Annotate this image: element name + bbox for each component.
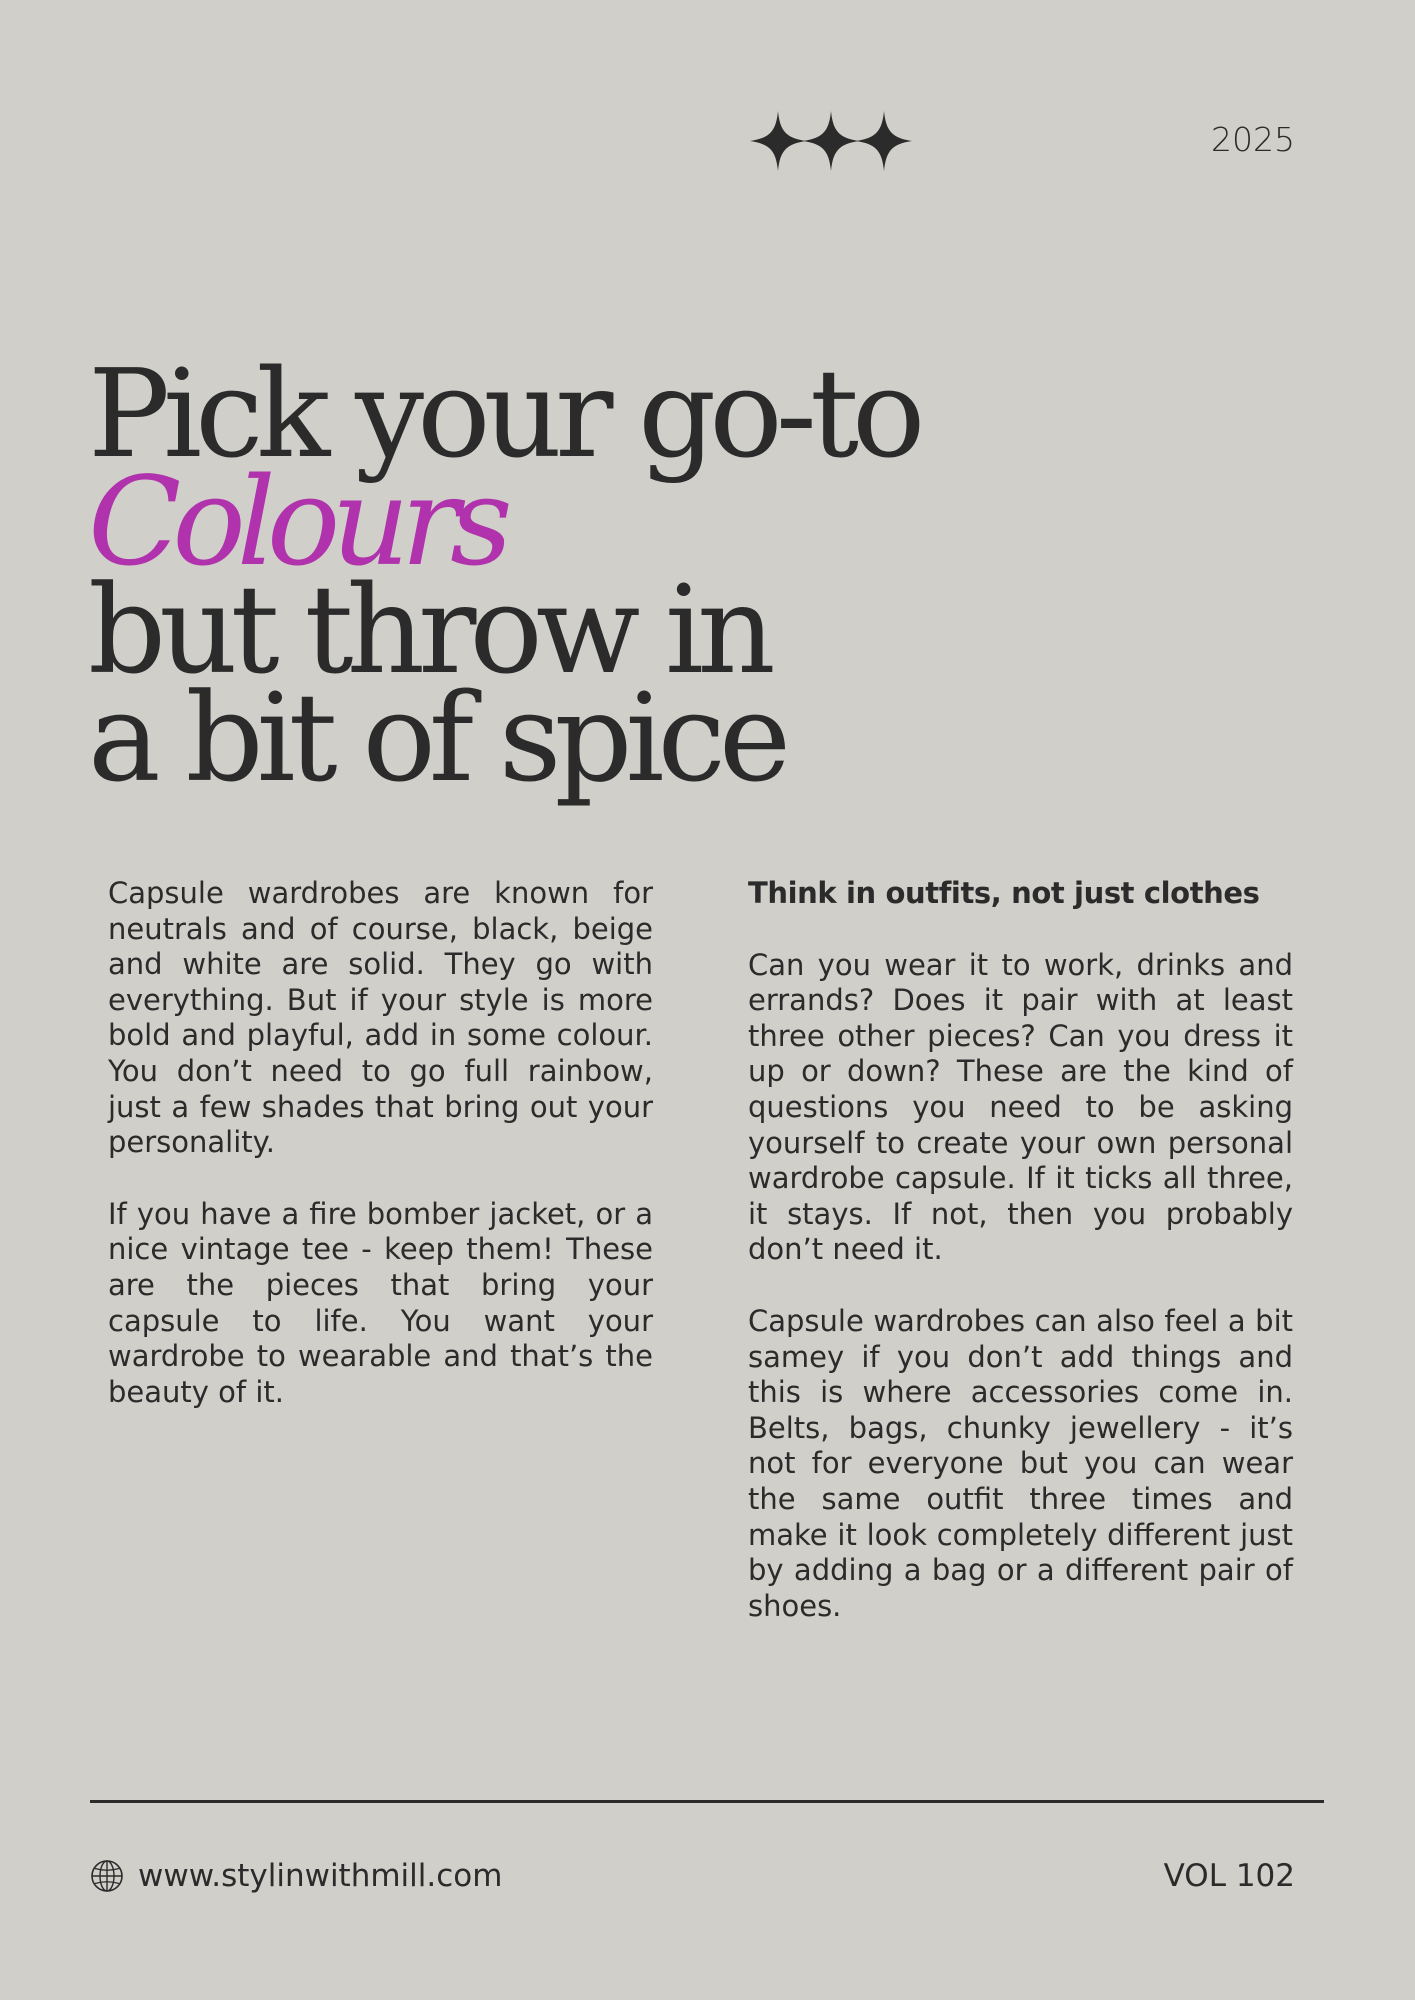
footer-divider (90, 1800, 1324, 1803)
right-paragraph-2: Capsule wardrobes can also feel a bit samey if you don’t add things and this is where accessories come in. Belts, bags, chunky jewellery - it’s not for everyone but you can wear the same outfit three times and make it look completely different just by adding a bag or a different pair of shoes. (748, 1303, 1293, 1623)
left-paragraph-1: Capsule wardrobes are known for neutrals and of course, black, beige and white are solid. They go with everything. But if your style is more bold and playful, add in some colour. You don’t need to go full rainbow, just a few shades that bring out your personality. (108, 876, 653, 1160)
headline-line-3: but throw in (88, 559, 769, 701)
footer-website[interactable] (90, 1858, 502, 1894)
headline-line-1: Pick your go-to (88, 343, 919, 485)
volume-label: VOL 102 (1163, 1858, 1295, 1894)
headline (88, 343, 919, 809)
website-link[interactable]: www.stylinwithmill.com (138, 1858, 503, 1894)
left-column (108, 876, 653, 1446)
headline-line-4: a bit of spice (88, 667, 785, 809)
three-sparkle-stars-icon (748, 106, 914, 176)
right-column (748, 876, 1293, 1660)
left-paragraph-2: If you have a fire bomber jacket, or a nice vintage tee - keep them! These are the pieces that bring your capsule to life. You want your wardrobe to wearable and that’s the beauty of it. (108, 1196, 653, 1409)
right-paragraph-1: Can you wear it to work, drinks and errands? Does it pair with at least three other pieces? Can you dress it up or down? These are the kind of questions you need to be asking yourself to create your own personal wardrobe capsule. If it ticks all three, it stays. If not, then you probably don’t need it. (748, 947, 1293, 1267)
right-subheading: Think in outfits, not just clothes (748, 876, 1260, 910)
year-label: 2025 (1211, 120, 1295, 159)
globe-icon (90, 1859, 124, 1893)
headline-accent-word: Colours (88, 451, 504, 593)
